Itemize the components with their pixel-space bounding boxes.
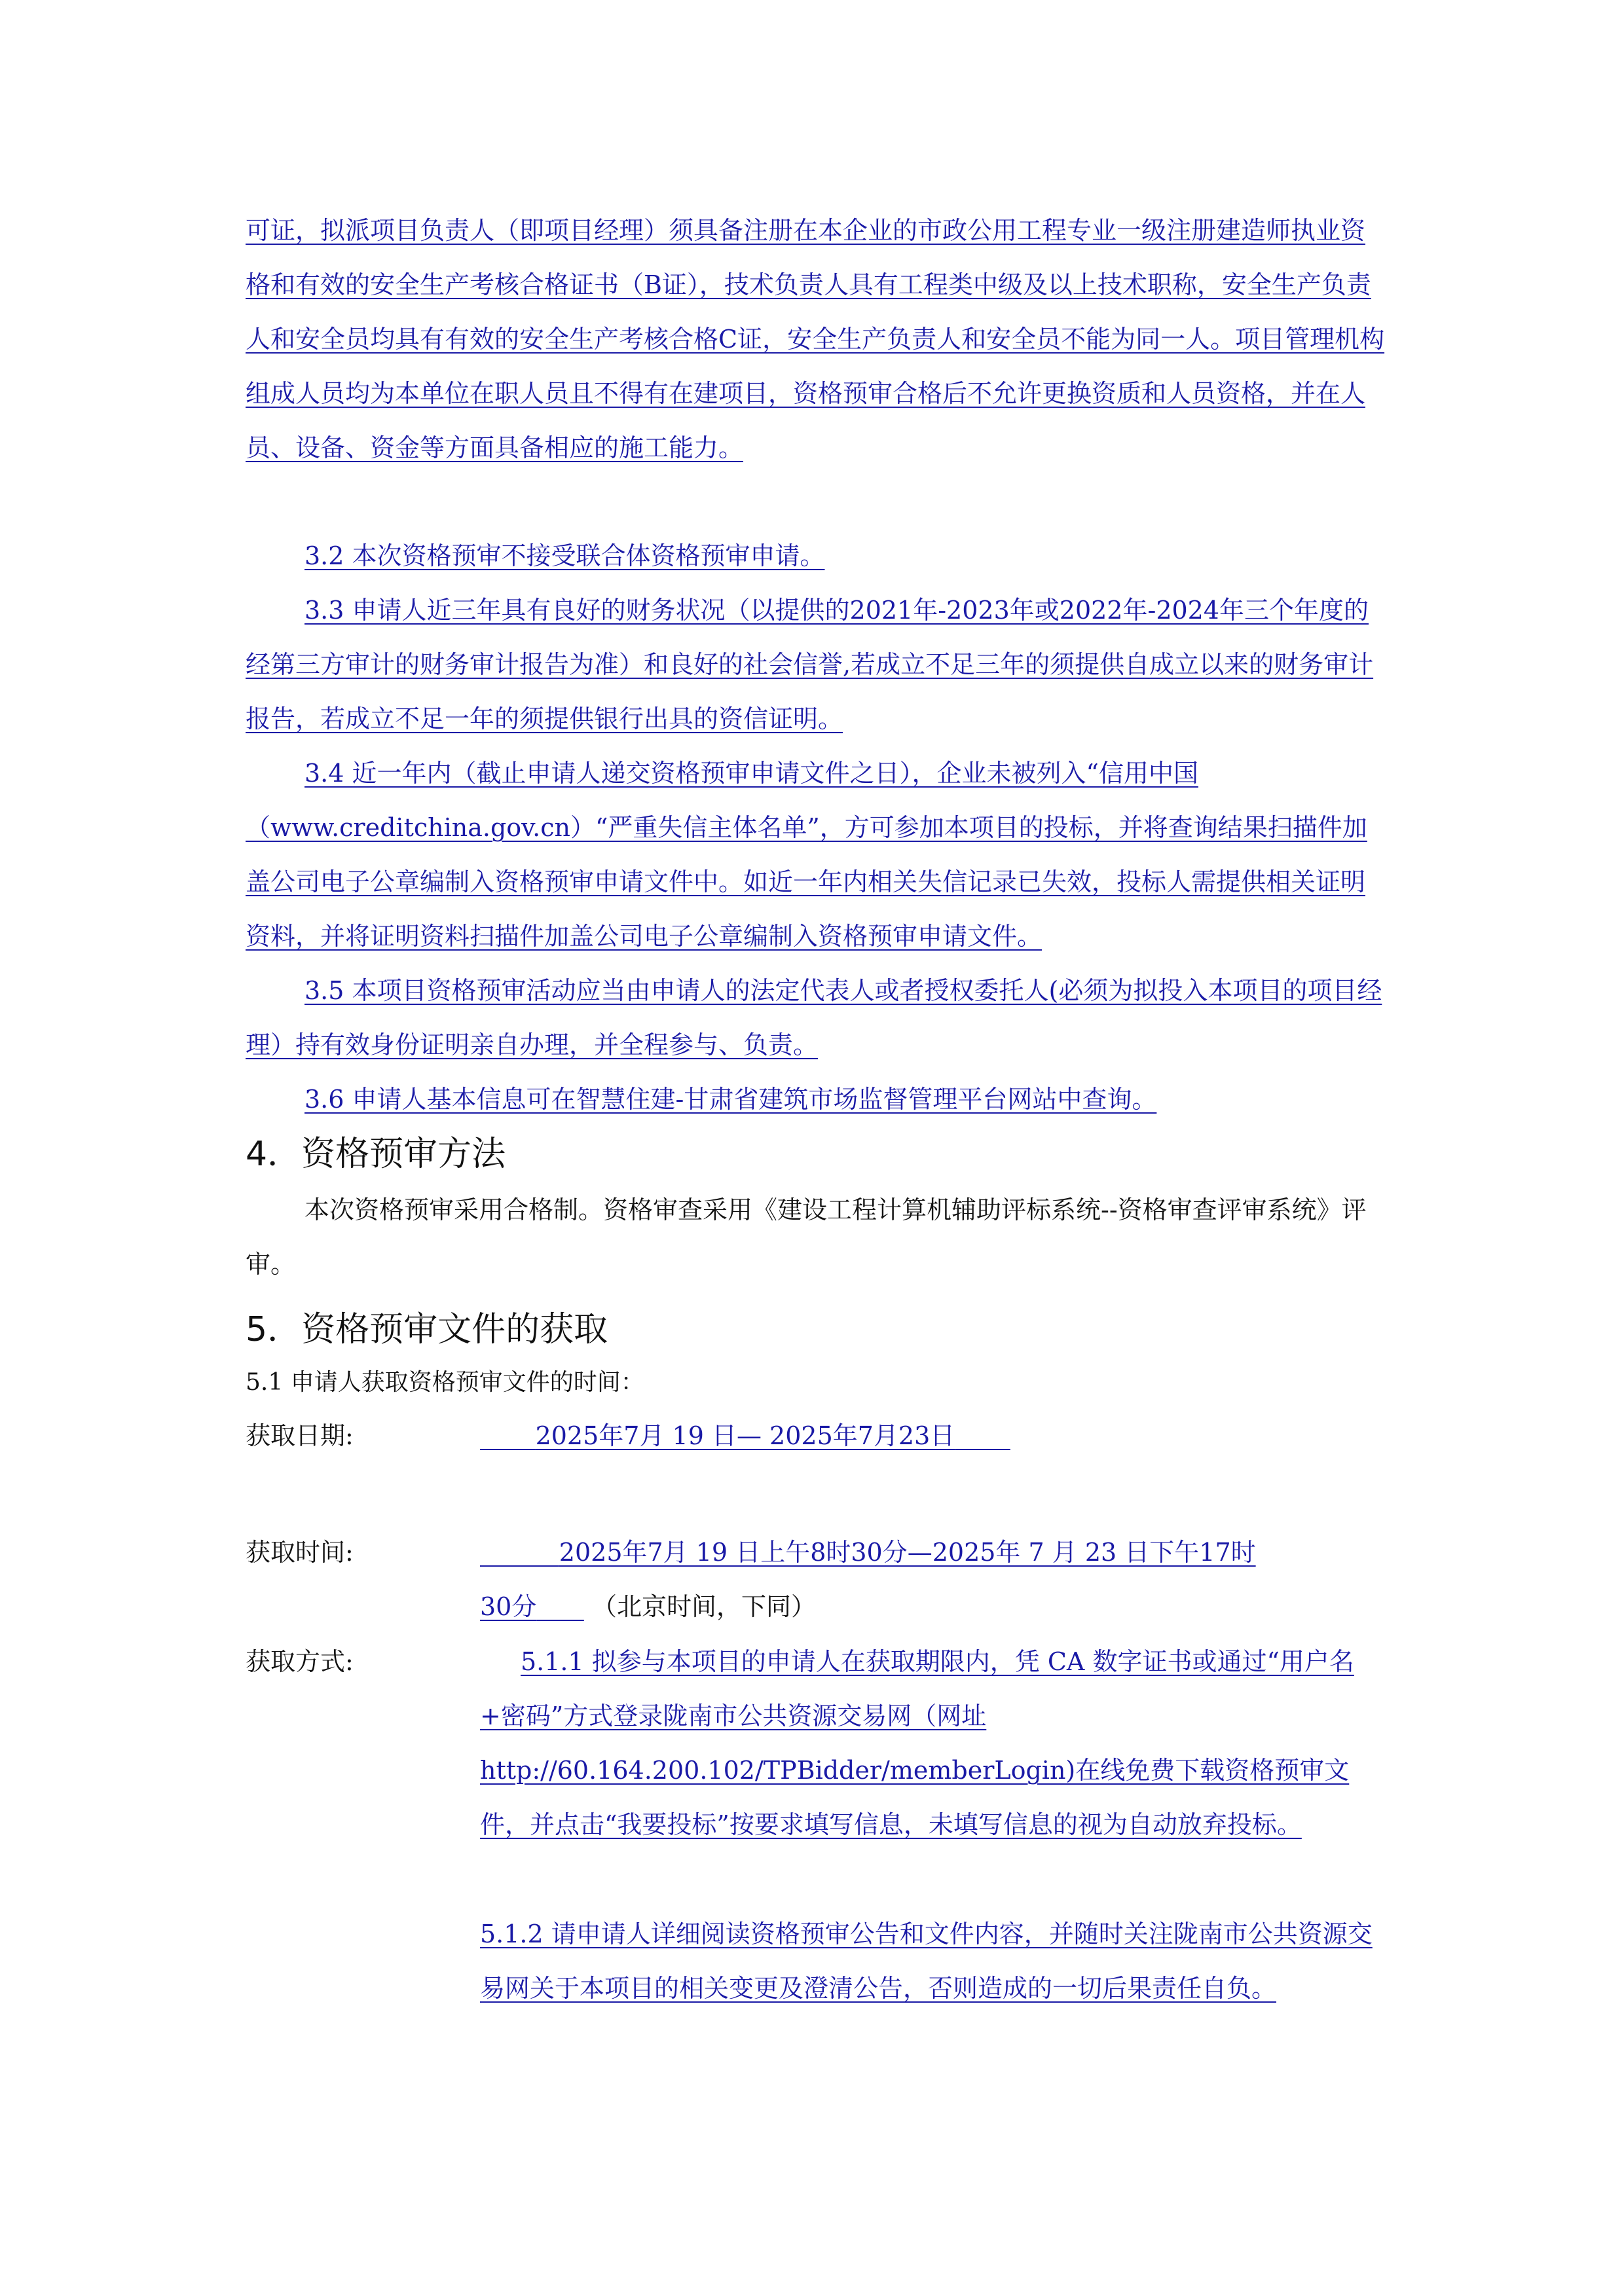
time-label: 获取时间: bbox=[246, 1538, 354, 1567]
time-text-line2: 30分 bbox=[480, 1592, 537, 1621]
paragraph-3-6 bbox=[246, 1072, 1388, 1127]
paragraph-3-4 bbox=[246, 746, 1388, 964]
method-5-1-2 bbox=[480, 1907, 1390, 2016]
requirement-text: 3.2 本次资格预审不接受联合体资格预审申请。 bbox=[304, 541, 825, 570]
method-text: 5.1.1 拟参与本项目的申请人在获取期限内，凭 CA 数字证书或通过“用户名+密码”方式登录陇南市公共资源交易网（网址http://60.164.200.102/TPBidder/memberLogin)在线免费下载资格预审文件，并点击“我要投标”按要求填写信息，未填写信息的视为自动放弃投标。 bbox=[480, 1647, 1354, 1839]
requirement-text: 3.6 申请人基本信息可在智慧住建-甘肃省建筑市场监督管理平台网站中查询。 bbox=[304, 1085, 1157, 1114]
section-4-heading: 4．资格预审方法 bbox=[246, 1135, 506, 1174]
paragraph-3-3 bbox=[246, 583, 1388, 746]
requirement-text: 3.4 近一年内（截止申请人递交资格预审申请文件之日），企业未被列入“信用中国（www.creditchina.gov.cn）“严重失信主体名单”，方可参加本项目的投标，并将查询结果扫描件加盖公司电子公章编制入资格预审申请文件中。如近一年内相关失信记录已失效，投标人需提供相关证明资料，并将证明资料扫描件加盖公司电子公章编制入资格预审申请文件。 bbox=[246, 759, 1367, 951]
method-text: 5.1.2 请申请人详细阅读资格预审公告和文件内容，并随时关注陇南市公共资源交易网关于本项目的相关变更及澄清公告，否则造成的一切后果责任自负。 bbox=[480, 1920, 1373, 2003]
paragraph-3-5 bbox=[246, 964, 1388, 1072]
paragraph-3-2 bbox=[246, 529, 1388, 583]
requirement-text: 3.3 申请人近三年具有良好的财务状况（以提供的2021年-2023年或2022年-2024年三个年度的经第三方审计的财务审计报告为准）和良好的社会信誉,若成立不足三年的须提供自成立以来的财务审计报告，若成立不足一年的须提供银行出具的资信证明。 bbox=[246, 596, 1374, 733]
date-text: 2025年7月 19 日— 2025年7月23日 bbox=[535, 1421, 955, 1450]
section-4-body: 本次资格预审采用合格制。资格审查采用《建设工程计算机辅助评标系统--资格审查评审系统》评审。 bbox=[246, 1195, 1367, 1279]
method-label: 获取方式: bbox=[246, 1647, 354, 1676]
time-value bbox=[480, 1525, 1390, 1634]
time-note: （北京时间，下同） bbox=[591, 1592, 816, 1621]
date-value bbox=[480, 1409, 1390, 1463]
requirement-text: 可证，拟派项目负责人（即项目经理）须具备注册在本企业的市政公用工程专业一级注册建造师执业资格和有效的安全生产考核合格证书（B证），技术负责人具有工程类中级及以上技术职称，安全生产负责人和安全员均具有有效的安全生产考核合格C证，安全生产负责人和安全员不能为同一人。项目管理机构组成人员均为本单位在职人员且不得有在建项目，资格预审合格后不允许更换资质和人员资格，并在人员、设备、资金等方面具备相应的施工能力。 bbox=[246, 216, 1385, 462]
subsection-5-1: 5.1 申请人获取资格预审文件的时间： bbox=[246, 1369, 644, 1396]
method-5-1-1 bbox=[480, 1635, 1390, 1852]
section-5-heading: 5．资格预审文件的获取 bbox=[246, 1310, 608, 1349]
paragraph-3-1-continued bbox=[246, 204, 1388, 475]
requirement-text: 3.5 本项目资格预审活动应当由申请人的法定代表人或者授权委托人(必须为拟投入本项目的项目经理）持有效身份证明亲自办理，并全程参与、负责。 bbox=[246, 976, 1382, 1059]
date-label: 获取日期: bbox=[246, 1421, 354, 1450]
time-text-line1: 2025年7月 19 日上午8时30分—2025年 7 月 23 日下午17时 bbox=[559, 1538, 1256, 1567]
